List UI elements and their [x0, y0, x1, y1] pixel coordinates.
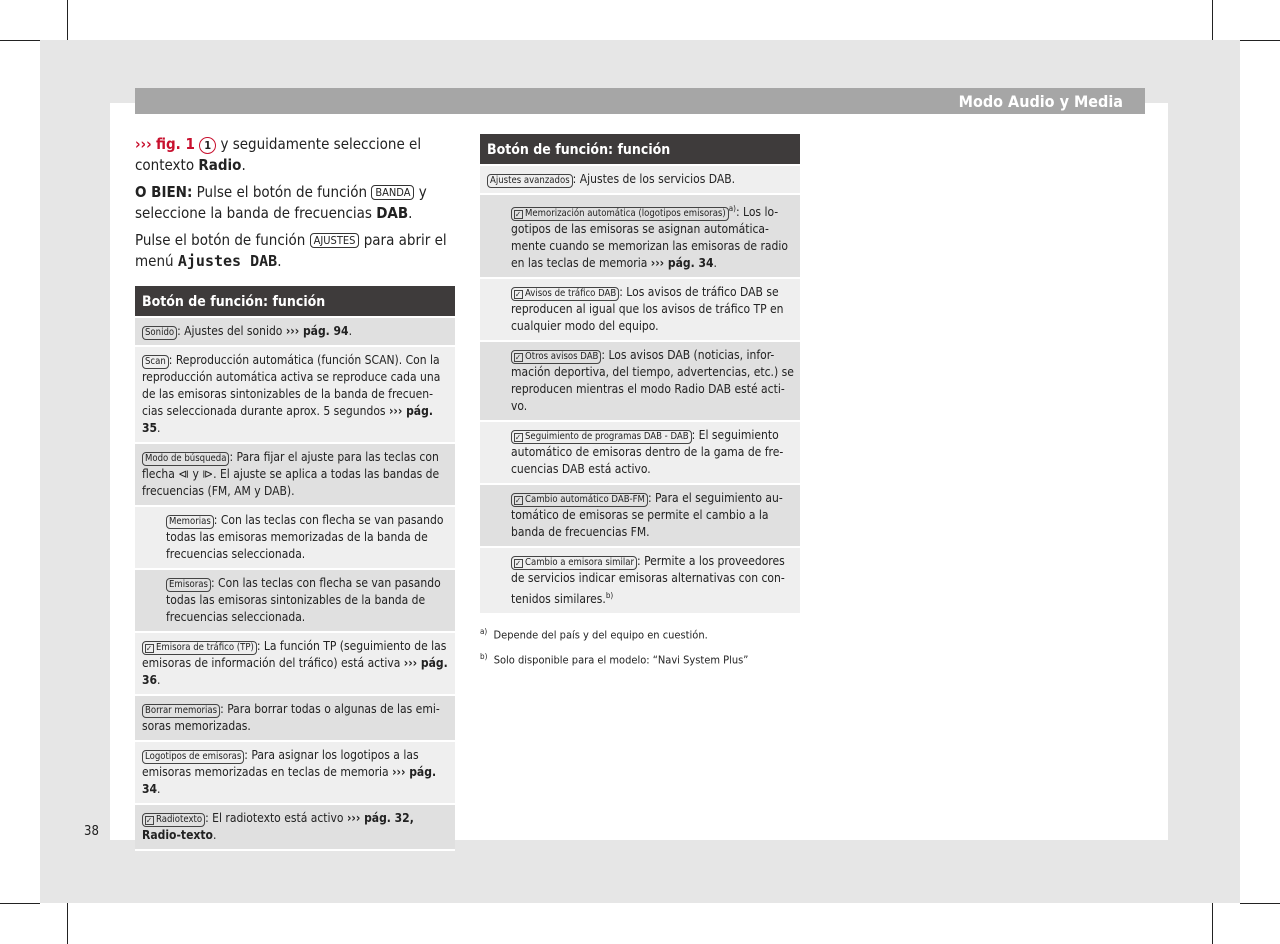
table-row [480, 342, 800, 422]
row-text: : Con las teclas con flecha se van pasando todas las emisoras sintonizables de la banda de frecuencias seleccionada. [166, 576, 441, 624]
function-key-label: Emisoras [169, 579, 208, 590]
crop-mark [0, 40, 40, 41]
crop-mark [1212, 903, 1213, 944]
table-row [135, 742, 455, 805]
footnote [480, 623, 800, 644]
text: . [277, 252, 282, 270]
text: . [241, 156, 246, 174]
function-key-label: Otros avisos DAB [525, 351, 599, 362]
table-header: Botón de función: función [480, 134, 800, 166]
row-text: : Ajustes del sonido [177, 324, 286, 338]
table-row [135, 318, 455, 347]
text: y seleccione la banda de frecuencias [135, 183, 427, 222]
crop-mark [1240, 903, 1280, 904]
menu-name: Ajustes DAB [177, 252, 278, 270]
function-table-left [135, 286, 455, 851]
function-key [142, 326, 177, 340]
table-row [480, 422, 800, 485]
row-text: . [348, 324, 352, 338]
crop-mark [67, 903, 68, 944]
function-button-banda: BANDA [371, 185, 414, 200]
checkbox-icon: ✓ [515, 210, 522, 219]
row-text: : Para el seguimiento au-tomático de emisoras se permite el cambio a la banda de frecuencias FM. [511, 491, 783, 539]
function-key [166, 515, 214, 529]
row-text: : El radiotexto está activo [205, 811, 347, 825]
checkbox-icon: ✓ [515, 353, 522, 362]
intro-paragraph-2 [135, 182, 455, 224]
row-text: . [212, 828, 217, 842]
function-key [511, 350, 601, 364]
row-text: : Los avisos de tráfico DAB se reproducen al igual que los avisos de tráfico TP en cualquier modo del equipo. [511, 285, 784, 333]
checkbox-icon: ✓ [146, 816, 153, 825]
text: Pulse el botón de función [135, 231, 310, 249]
right-column [480, 134, 800, 672]
row-text: : La función TP (seguimiento de las emisoras de información del tráfico) está activa [142, 639, 447, 670]
function-key [142, 813, 205, 827]
footnotes [480, 623, 800, 668]
function-key [142, 704, 220, 718]
checkbox-icon: ✓ [515, 559, 522, 568]
function-key-label: Emisora de tráfico (TP) [156, 642, 254, 653]
page-link[interactable]: ››› pág. 94 [285, 324, 349, 338]
row-text: . [157, 673, 161, 687]
table-header: Botón de función: función [135, 286, 455, 318]
function-key-label: Sonido [145, 327, 175, 338]
row-text: . [157, 421, 161, 435]
function-key-label: Cambio automático DAB-FM [525, 494, 645, 505]
function-key [142, 641, 257, 655]
table-row [480, 195, 800, 279]
function-key [142, 355, 169, 369]
function-button-ajustes: AJUSTES [310, 233, 360, 248]
page-number: 38 [84, 824, 99, 839]
text: . [408, 204, 413, 222]
function-key-label: Cambio a emisora similar [525, 557, 634, 568]
function-key-label: Scan [145, 356, 166, 367]
footnote [480, 648, 800, 669]
checkbox-icon: ✓ [515, 433, 522, 442]
intro-paragraph-1 [135, 134, 455, 176]
footnote-ref: a) [728, 204, 736, 213]
function-key-label: Modo de búsqueda [145, 453, 227, 464]
checkbox-icon: ✓ [515, 496, 522, 505]
row-text: : Para fijar el ajuste para las teclas con flecha ⧏ y ⧐. El ajuste se aplica a todas las bandas de frecuencias (FM, AM y DAB). [142, 450, 440, 498]
intro-paragraph-3 [135, 230, 455, 272]
checkbox-icon: ✓ [146, 644, 153, 653]
row-text: : Los avisos DAB (noticias, infor-mación deportiva, del tiempo, advertencias, etc.) se reproducen mientras el modo Radio DAB esté acti-vo. [511, 348, 794, 413]
table-row [480, 485, 800, 548]
function-key-label: Borrar memorias [145, 705, 218, 716]
function-key [142, 452, 229, 466]
bold-text: DAB [376, 204, 409, 222]
row-text: : Para borrar todas o algunas de las emi-soras memorizadas. [142, 702, 440, 733]
function-key [511, 430, 692, 444]
function-key-label: Avisos de tráfico DAB [525, 288, 617, 299]
row-text: : Para asignar los logotipos a las emisoras memorizadas en teclas de memoria [142, 748, 419, 779]
function-key-label: Memorización automática (logotipos emisoras) [525, 208, 726, 219]
function-table-right [480, 134, 800, 615]
row-text: . [157, 782, 161, 796]
function-key-label: Logotipos de emisoras [145, 751, 242, 762]
function-key-label: Ajustes avanzados [490, 175, 570, 186]
table-row [135, 570, 455, 633]
table-row [480, 166, 800, 195]
row-text: : Permite a los proveedores de servicios indicar emisoras alternativas con con-tenidos similares. [511, 554, 785, 606]
function-key [511, 556, 637, 570]
text: para abrir el menú [135, 231, 447, 270]
footnote-ref: b) [605, 591, 614, 600]
section-header: Modo Audio y Media [135, 88, 1145, 114]
page-link[interactable]: ››› pág. 34 [650, 256, 714, 270]
function-key-label: Memorias [169, 516, 211, 527]
function-key [511, 287, 619, 301]
function-key [511, 207, 729, 221]
table-row [480, 279, 800, 342]
table-row [480, 548, 800, 615]
page-link[interactable]: ››› pág. 36 [142, 656, 448, 687]
crop-mark [1212, 0, 1213, 40]
function-key [511, 493, 648, 507]
function-key [487, 174, 573, 188]
row-text: : Reproducción automática (función SCAN). Con la reproducción automática activa se reproduce cada una de las emisoras sintonizables de la banda de frecuen-cias seleccionada durante aprox. 5 segundos [142, 353, 441, 418]
footnote-text: Solo disponible para el modelo: “Navi System Plus” [493, 653, 749, 667]
function-key-label: Seguimiento de programas DAB - DAB [525, 431, 689, 442]
callout-number: 1 [199, 137, 216, 154]
crop-mark [67, 0, 68, 40]
footnote-text: Depende del país y del equipo en cuestión. [493, 628, 708, 642]
row-text: . [713, 256, 717, 270]
table-row [135, 347, 455, 444]
left-column [135, 134, 455, 851]
crop-mark [0, 903, 40, 904]
text: y seguidamente seleccione el contexto [135, 135, 422, 174]
checkbox-icon: ✓ [515, 290, 522, 299]
function-key [166, 578, 211, 592]
arrow-icon: ››› [135, 135, 152, 153]
row-text: : Con las teclas con flecha se van pasando todas las emisoras memorizadas de la banda de frecuencias seleccionada. [166, 513, 444, 561]
page-link[interactable]: ››› pág. 32, Radio-texto [142, 811, 414, 842]
bold-text: O BIEN: [135, 183, 193, 201]
figure-link[interactable]: fig. 1 [155, 135, 195, 153]
table-row [135, 507, 455, 570]
table-row [135, 805, 455, 851]
footnote-mark: a) [480, 627, 488, 636]
table-row [135, 696, 455, 742]
function-key-label: Radiotexto [156, 814, 203, 825]
page-link[interactable]: ››› pág. 34 [142, 765, 437, 796]
footnote-mark: b) [480, 651, 488, 661]
table-row [135, 633, 455, 696]
row-text: : El seguimiento automático de emisoras dentro de la gama de fre-cuencias DAB está activo. [511, 428, 784, 476]
text: Pulse el botón de función [192, 183, 372, 201]
page-link[interactable]: ››› pág. 35 [142, 404, 433, 435]
bold-text: Radio [198, 156, 242, 174]
row-text: : Los lo-gotipos de las emisoras se asignan automática-mente cuando se memorizan las emisoras de radio en las teclas de memoria [511, 205, 789, 270]
row-text: : Ajustes de los servicios DAB. [572, 172, 736, 186]
function-key [142, 750, 244, 764]
crop-mark [1240, 40, 1280, 41]
table-row [135, 444, 455, 507]
